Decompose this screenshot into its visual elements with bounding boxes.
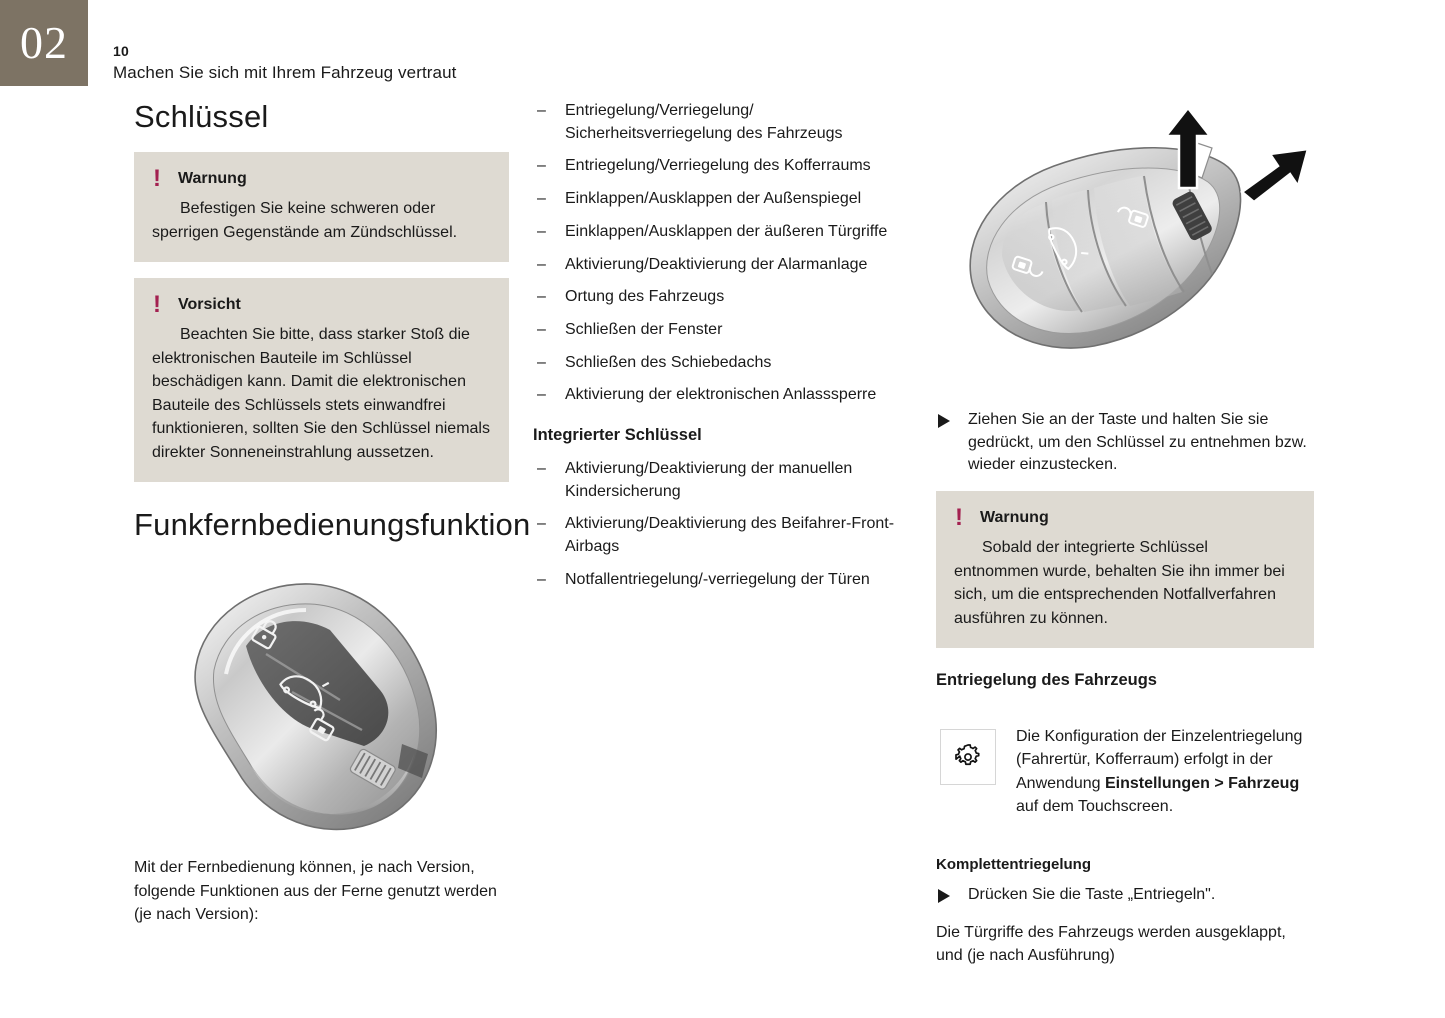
section-title-remote: Funkfernbedienungsfunktion (134, 507, 531, 543)
exclamation-icon: ! (955, 504, 963, 532)
list-item: – Entriegelung/Verriegelung des Kofferraums (533, 155, 915, 178)
remote-intro-text: Mit der Fernbedienung können, je nach Version, folgende Funktionen aus der Ferne genutzt werden (je nach Version): (134, 859, 497, 923)
exclamation-icon: ! (153, 165, 161, 193)
triangle-bullet-icon (938, 414, 950, 428)
arrow-right (1242, 149, 1308, 202)
warning-box-key (134, 152, 509, 262)
middle-column (533, 100, 915, 601)
list-item: – Aktivierung/Deaktivierung der Alarmanlage (533, 254, 915, 277)
warning-title: Warnung (980, 509, 1049, 527)
settings-note-part2: auf dem Touchscreen. (1016, 798, 1174, 816)
integrated-key-heading: Integrierter Schlüssel (533, 426, 702, 445)
warning-body: Befestigen Sie keine schweren oder sperrigen Gegenstände am Zündschlüssel. (152, 200, 458, 241)
page-number: 10 (113, 43, 129, 59)
unlock-vehicle-heading: Entriegelung des Fahrzeugs (936, 671, 1157, 690)
list-item: – Entriegelung/Verriegelung/ Sicherheitsverriegelung des Fahrzeugs (533, 100, 915, 145)
action-text: Drücken Sie die Taste „Entriegeln". (968, 886, 1216, 904)
page-title: Schlüssel (134, 99, 269, 134)
chapter-badge (0, 0, 88, 86)
full-unlock-heading: Komplettentriegelung (936, 855, 1092, 873)
key-fob-top-view (134, 558, 509, 838)
action-pull-key (936, 409, 1314, 477)
settings-note (936, 707, 1314, 835)
settings-note-text (1016, 723, 1314, 819)
key-fob-underside-with-arrows (936, 106, 1314, 391)
caution-box-key (134, 278, 509, 482)
gear-icon-frame (940, 729, 996, 785)
caution-title: Vorsicht (178, 296, 241, 314)
settings-note-part1: Die Konfiguration der Einzelentriegelung (Fahrertür, Kofferraum) erfolgt in der Anwendung (1016, 727, 1303, 792)
remote-functions-list (533, 100, 915, 407)
page-header (113, 42, 457, 83)
list-item: – Aktivierung/Deaktivierung der manuellen Kindersicherung (533, 458, 915, 503)
warning-box-integrated-key (936, 491, 1314, 648)
warning-body: Sobald der integrierte Schlüssel entnommen wurde, behalten Sie ihn immer bei sich, um die entsprechenden Notfallverfahren ausführen zu können. (954, 539, 1285, 627)
gear-icon (953, 742, 983, 772)
list-item: – Aktivierung der elektronischen Anlasssperre (533, 384, 915, 407)
integrated-key-functions-list (533, 458, 915, 592)
right-column (936, 100, 1314, 980)
action-text: Ziehen Sie an der Taste und halten Sie sie gedrückt, um den Schlüssel zu entnehmen bzw. wieder einzustecken. (968, 411, 1307, 474)
action-press-unlock (936, 884, 1314, 907)
caution-body: Beachten Sie bitte, dass starker Stoß die elektronischen Bauteile im Schlüssel beschädigen kann. Damit die elektronischen Bauteile des Schlüssels stets einwandfrei funktionieren, sollten Sie den Schlüssel niemals direkter Sonneneinstrahlung aussetzen. (152, 326, 490, 461)
list-item: – Aktivierung/Deaktivierung des Beifahrer-Front-Airbags (533, 513, 915, 558)
list-item: – Ortung des Fahrzeugs (533, 286, 915, 309)
left-column (134, 99, 531, 938)
list-item: – Einklappen/Ausklappen der Außenspiegel (533, 188, 915, 211)
settings-note-path: Einstellungen > Fahrzeug (1104, 774, 1300, 792)
list-item: – Notfallentriegelung/-verriegelung der Türen (533, 569, 915, 592)
warning-title: Warnung (178, 170, 247, 188)
triangle-bullet-icon (938, 889, 950, 903)
list-item: – Schließen des Schiebedachs (533, 352, 915, 375)
list-item: – Einklappen/Ausklappen der äußeren Türgriffe (533, 221, 915, 244)
door-handles-text: Die Türgriffe des Fahrzeugs werden ausgeklappt, und (je nach Ausführung) (936, 924, 1286, 965)
chapter-number: 02 (20, 17, 68, 68)
header-subtitle: Machen Sie sich mit Ihrem Fahrzeug vertraut (113, 63, 457, 83)
list-item: – Schließen der Fenster (533, 319, 915, 342)
exclamation-icon: ! (153, 291, 161, 319)
